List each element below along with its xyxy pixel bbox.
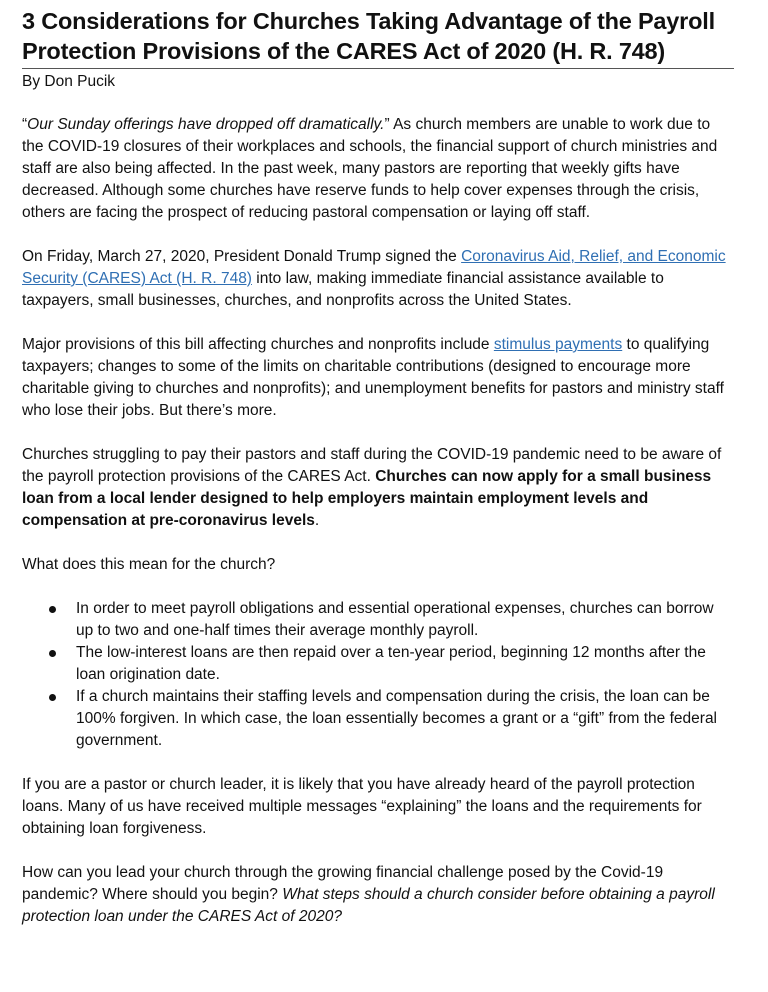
list-item [22, 642, 734, 686]
cares-act-link[interactable]: Coronavirus Aid, Relief, and Economic Security (CARES) Act (H. R. 748) [22, 248, 726, 287]
article [22, 6, 734, 950]
bullet-icon [49, 650, 56, 657]
paragraph-2-before: On Friday, March 27, 2020, President Donald Trump signed the [22, 248, 462, 265]
paragraph-4-after: . [314, 512, 320, 529]
paragraph-7-text: How can you lead your church through the growing financial challenge posed by the Covid-19 pandemic? Where should you begin? [22, 864, 664, 903]
quote-close: ” [384, 116, 390, 133]
title-divider [22, 68, 734, 69]
paragraph-7-italic: What steps should a church consider before obtaining a payroll protection loan under the CARES Act of 2020? [22, 886, 715, 925]
paragraph-2 [22, 246, 734, 312]
paragraph-7 [22, 862, 734, 928]
paragraph-3-after: to qualifying taxpayers; changes to some of the limits on charitable contributions (designed to encourage more charitable giving to churches and nonprofits); and unemployment benefits for pastors and ministry staff who lose their jobs. But there’s more. [22, 336, 724, 419]
paragraph-3 [22, 334, 734, 422]
paragraph-4-bold: Churches can now apply for a small business loan from a local lender designed to help employers maintain employment levels and compensation at pre-coronavirus levels [22, 468, 712, 529]
quote-italic: Our Sunday offerings have dropped off dramatically. [27, 116, 385, 133]
stimulus-payments-link[interactable]: stimulus payments [493, 336, 623, 353]
list-item [22, 686, 734, 752]
list-item-text: In order to meet payroll obligations and essential operational expenses, churches can borrow up to two and one-half times their average monthly payroll. [76, 600, 714, 639]
quote-open: “ [22, 116, 28, 133]
paragraph-5: What does this mean for the church? [22, 556, 276, 573]
bullet-list [22, 598, 734, 752]
paragraph-6: If you are a pastor or church leader, it is likely that you have already heard of the payroll protection loans. Many of us have received multiple messages “explaining” the loans and the requirements for obtaining loan forgiveness. [22, 776, 702, 837]
list-item-text: If a church maintains their staffing levels and compensation during the crisis, the loan can be 100% forgiven. In which case, the loan essentially becomes a grant or a “gift” from the federal government. [76, 688, 718, 749]
article-title: 3 Considerations for Churches Taking Advantage of the Payroll Protection Provisions of the CARES Act of 2020 (H. R. 748) [22, 8, 715, 64]
paragraph-1 [22, 114, 734, 224]
paragraph-1-text: As church members are unable to work due to the COVID-19 closures of their workplaces and schools, the financial support of church ministries and staff are also being affected. In the past week, many pastors are reporting that weekly gifts have decreased. Although some churches have reserve funds to help cover expenses through the crisis, others are facing the prospect of reducing pastoral compensation or laying off staff. [22, 116, 718, 221]
paragraph-4 [22, 444, 734, 532]
byline: By Don Pucik [22, 73, 116, 90]
paragraph-2-after: into law, making immediate financial assistance available to taxpayers, small businesses, churches, and nonprofits across the United States. [22, 270, 664, 309]
list-item-text: The low-interest loans are then repaid over a ten-year period, beginning 12 months after the loan origination date. [76, 644, 706, 683]
bullet-icon [49, 606, 56, 613]
bullet-icon [49, 694, 56, 701]
paragraph-3-before: Major provisions of this bill affecting churches and nonprofits include [22, 336, 494, 353]
list-item [22, 598, 734, 642]
paragraph-4-before: Churches struggling to pay their pastors and staff during the COVID-19 pandemic need to be aware of the payroll protection provisions of the CARES Act. [22, 446, 722, 485]
